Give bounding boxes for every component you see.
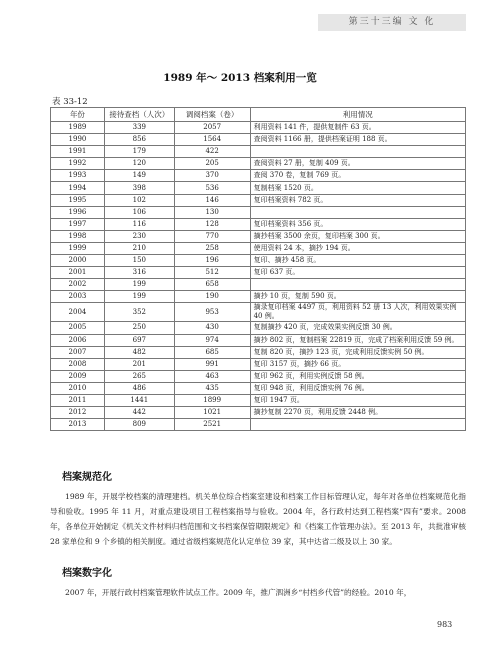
table-row	[51, 407, 466, 419]
files-cell: 430	[174, 322, 250, 334]
files-cell: 1564	[174, 134, 250, 146]
visitors-cell: 199	[104, 291, 174, 303]
files-cell: 2057	[174, 122, 250, 134]
usage-cell: 查阅资料 27 册，复制 409 页。	[250, 158, 465, 170]
table-row	[51, 146, 466, 158]
files-cell: 658	[174, 279, 250, 291]
usage-cell: 复印档案资料 782 页。	[250, 194, 465, 206]
table-row	[51, 255, 466, 267]
usage-cell: 复印 1947 页。	[250, 394, 465, 406]
files-cell: 196	[174, 255, 250, 267]
usage-cell	[250, 419, 465, 431]
files-cell: 463	[174, 370, 250, 382]
usage-cell: 摘抄 10 页，复制 590 页。	[250, 291, 465, 303]
page-title: 1989 年～ 2013 档案利用一览	[163, 72, 317, 84]
visitors-cell: 149	[104, 170, 174, 182]
year-cell: 2009	[51, 370, 105, 382]
year-cell: 1997	[51, 218, 105, 230]
table-row	[51, 358, 466, 370]
table-row	[51, 394, 466, 406]
files-cell: 512	[174, 267, 250, 279]
year-cell: 1992	[51, 158, 105, 170]
table-row	[51, 419, 466, 431]
column-header-files: 调阅档案（卷）	[174, 108, 250, 122]
year-cell: 2011	[51, 394, 105, 406]
year-cell: 2003	[51, 291, 105, 303]
visitors-cell: 150	[104, 255, 174, 267]
visitors-cell: 230	[104, 230, 174, 242]
usage-cell: 查阅 370 卷，复制 769 页。	[250, 170, 465, 182]
files-cell: 370	[174, 170, 250, 182]
year-cell: 2010	[51, 382, 105, 394]
files-cell: 770	[174, 230, 250, 242]
usage-cell: 复印、摘抄 458 页。	[250, 255, 465, 267]
year-cell: 2013	[51, 419, 105, 431]
table-row	[51, 370, 466, 382]
year-cell: 1994	[51, 182, 105, 194]
table-row	[51, 194, 466, 206]
year-cell: 2008	[51, 358, 105, 370]
table-row	[51, 382, 466, 394]
archive-usage-table	[50, 107, 466, 431]
files-cell: 205	[174, 158, 250, 170]
visitors-cell: 201	[104, 358, 174, 370]
visitors-cell: 250	[104, 322, 174, 334]
usage-cell	[250, 206, 465, 218]
usage-cell: 摘抄档案 3500 余页，复印档案 300 页。	[250, 230, 465, 242]
section-body-standardization: 1989 年，开展学校档案的清理建档。机关单位综合档案室建设和档案工作目标管理认定，每年对各单位档案规范化指导和验收。1995 年 11 月，对重点建设项目工程档案指导与验收。2004 年，各行政村达到工程档案“四有”要求。2008 年，各单位开始制定《机关文件材料归档范围和文书档案保管期限规定》和《档案工作管理办法》。至 2013 年，共批准审核 28 家单位和 9 个乡镇的相关制度。通过省级档案规范化认定单位 39 家，其中达省二级及以上 30 家。	[50, 492, 466, 546]
year-cell: 2012	[51, 407, 105, 419]
section-body-digitization: 2007 年，开展行政村档案管理软件试点工作。2009 年，推广泗洲乡“村档乡代管”的经验。2010 年，	[65, 588, 412, 597]
files-cell: 146	[174, 194, 250, 206]
table-row	[51, 334, 466, 346]
visitors-cell: 697	[104, 334, 174, 346]
files-cell: 258	[174, 242, 250, 254]
visitors-cell: 856	[104, 134, 174, 146]
usage-cell	[250, 279, 465, 291]
section-heading-standardization: 档案规范化	[62, 472, 112, 483]
page-number: 983	[437, 620, 453, 629]
files-cell: 2521	[174, 419, 250, 431]
visitors-cell: 179	[104, 146, 174, 158]
column-header-usage: 利用情况	[250, 108, 465, 122]
table-row	[51, 122, 466, 134]
year-cell: 1999	[51, 242, 105, 254]
usage-cell	[250, 146, 465, 158]
usage-cell: 摘抄复制 2270 页，利用反馈 2448 例。	[250, 407, 465, 419]
table-row	[51, 291, 466, 303]
files-cell: 435	[174, 382, 250, 394]
usage-cell: 复制摘抄 420 页，完成效果实例反馈 30 例。	[250, 322, 465, 334]
files-cell: 974	[174, 334, 250, 346]
visitors-cell: 398	[104, 182, 174, 194]
table-row	[51, 322, 466, 334]
year-cell: 2000	[51, 255, 105, 267]
year-cell: 2005	[51, 322, 105, 334]
table-row	[51, 206, 466, 218]
table-header-row	[51, 108, 466, 122]
usage-cell: 查阅资料 1166 册，提供档案证明 188 页。	[250, 134, 465, 146]
usage-cell: 复制档案 1520 页。	[250, 182, 465, 194]
files-cell: 685	[174, 346, 250, 358]
running-head: 第三十三编 文 化	[348, 17, 436, 27]
table-row	[51, 158, 466, 170]
files-cell: 991	[174, 358, 250, 370]
year-cell: 2006	[51, 334, 105, 346]
table-row	[51, 134, 466, 146]
table-row	[51, 279, 466, 291]
column-header-year: 年份	[51, 108, 105, 122]
files-cell: 128	[174, 218, 250, 230]
usage-cell: 复印 637 页。	[250, 267, 465, 279]
visitors-cell: 265	[104, 370, 174, 382]
files-cell: 130	[174, 206, 250, 218]
year-cell: 2004	[51, 303, 105, 322]
visitors-cell: 210	[104, 242, 174, 254]
visitors-cell: 120	[104, 158, 174, 170]
visitors-cell: 116	[104, 218, 174, 230]
visitors-cell: 442	[104, 407, 174, 419]
table-row	[51, 267, 466, 279]
visitors-cell: 102	[104, 194, 174, 206]
files-cell: 190	[174, 291, 250, 303]
year-cell: 1990	[51, 134, 105, 146]
visitors-cell: 482	[104, 346, 174, 358]
files-cell: 422	[174, 146, 250, 158]
year-cell: 1996	[51, 206, 105, 218]
year-cell: 2001	[51, 267, 105, 279]
usage-cell: 复印 3157 页，摘抄 66 页。	[250, 358, 465, 370]
usage-cell: 使用资料 24 本，摘抄 194 页。	[250, 242, 465, 254]
files-cell: 536	[174, 182, 250, 194]
section-heading-digitization: 档案数字化	[62, 568, 112, 579]
table-row	[51, 218, 466, 230]
files-cell: 953	[174, 303, 250, 322]
year-cell: 1995	[51, 194, 105, 206]
visitors-cell: 316	[104, 267, 174, 279]
usage-cell: 复印 962 页，利用实例反馈 58 例。	[250, 370, 465, 382]
year-cell: 1993	[51, 170, 105, 182]
year-cell: 1989	[51, 122, 105, 134]
usage-cell: 复制 820 页，摘抄 123 页，完成利用反馈实例 50 例。	[250, 346, 465, 358]
year-cell: 2007	[51, 346, 105, 358]
visitors-cell: 1441	[104, 394, 174, 406]
usage-cell: 复印 948 页，利用反馈实例 76 例。	[250, 382, 465, 394]
usage-cell: 摘录复印档案 4497 页，利用资料 52 册 13 人次，利用效果实例 40 例。	[250, 303, 465, 322]
usage-cell: 摘抄 802 页，复制档案 22819 页，完成了档案利用反馈 59 例。	[250, 334, 465, 346]
table-row	[51, 242, 466, 254]
usage-cell: 复印档案资料 356 页。	[250, 218, 465, 230]
files-cell: 1021	[174, 407, 250, 419]
running-head-bar	[318, 14, 466, 31]
visitors-cell: 106	[104, 206, 174, 218]
visitors-cell: 199	[104, 279, 174, 291]
visitors-cell: 486	[104, 382, 174, 394]
table-row	[51, 230, 466, 242]
table-row	[51, 346, 466, 358]
table-row	[51, 182, 466, 194]
visitors-cell: 339	[104, 122, 174, 134]
files-cell: 1899	[174, 394, 250, 406]
usage-cell: 利用资料 141 件，提供复制件 63 页。	[250, 122, 465, 134]
table-row	[51, 170, 466, 182]
visitors-cell: 809	[104, 419, 174, 431]
column-header-visitors: 接待查档（人次）	[104, 108, 174, 122]
year-cell: 1998	[51, 230, 105, 242]
table-row	[51, 303, 466, 322]
visitors-cell: 352	[104, 303, 174, 322]
year-cell: 2002	[51, 279, 105, 291]
table-label: 表 33-12	[52, 97, 88, 107]
year-cell: 1991	[51, 146, 105, 158]
